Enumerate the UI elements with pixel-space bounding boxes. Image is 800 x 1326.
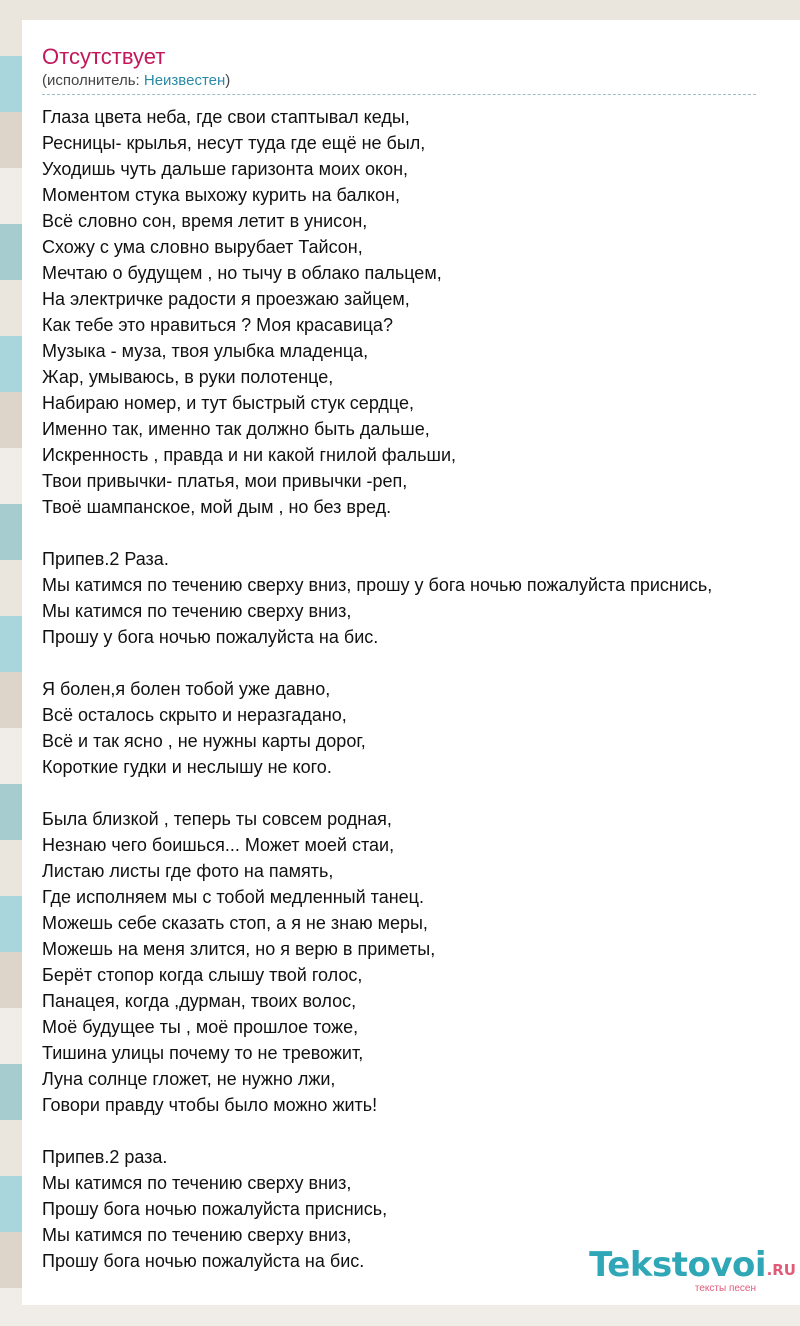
- lyric-line: [42, 650, 712, 676]
- lyric-line: [42, 1118, 712, 1144]
- logo-wordmark: Tekstovoi: [589, 1245, 766, 1285]
- lyric-line: Прошу бога ночью пожалуйста на бис.: [42, 1251, 365, 1271]
- lyric-line: Искренность , правда и ни какой гнилой фальши,: [42, 445, 456, 465]
- lyric-line: Говори правду чтобы было можно жить!: [42, 1095, 378, 1115]
- lyric-line: Панацея, когда ,дурман, твоих волос,: [42, 991, 357, 1011]
- lyric-line: Мы катимся по течению сверху вниз,: [42, 1225, 352, 1245]
- lyric-line: Я болен,я болен тобой уже давно,: [42, 679, 331, 699]
- artist-line: [42, 72, 230, 90]
- lyric-line: Как тебе это нравиться ? Моя красавица?: [42, 315, 393, 335]
- lyric-line: Схожу с ума словно вырубает Тайсон,: [42, 237, 363, 257]
- lyric-line: Короткие гудки и неслышу не кого.: [42, 757, 332, 777]
- artist-prefix: (исполнитель:: [42, 72, 144, 89]
- lyric-line: Прошу бога ночью пожалуйста приснись,: [42, 1199, 388, 1219]
- lyric-line: Мечтаю о будущем , но тычу в облако пальцем,: [42, 263, 442, 283]
- logo-tagline: тексты песен: [694, 1283, 756, 1294]
- lyric-line: Жар, умываюсь, в руки полотенце,: [42, 367, 334, 387]
- lyric-line: Моё будущее ты , моё прошлое тоже,: [42, 1017, 359, 1037]
- title-divider: [42, 94, 756, 95]
- lyric-line: Мы катимся по течению сверху вниз, прошу у бога ночью пожалуйста приснись,: [42, 575, 713, 595]
- lyric-line: Мы катимся по течению сверху вниз,: [42, 1173, 352, 1193]
- lyric-line: Луна солнце гложет, не нужно лжи,: [42, 1069, 336, 1089]
- lyrics-body: [42, 104, 712, 1274]
- artist-suffix: ): [225, 72, 231, 89]
- lyric-line: [42, 520, 712, 546]
- site-logo[interactable]: [560, 1241, 796, 1305]
- lyric-line: Припев.2 раза.: [42, 1147, 168, 1167]
- lyric-line: Была близкой , теперь ты совсем родная,: [42, 809, 392, 829]
- lyric-line: [42, 780, 712, 806]
- lyric-line: Можешь себе сказать стоп, а я не знаю меры,: [42, 913, 428, 933]
- lyric-line: Где исполняем мы с тобой медленный танец.: [42, 887, 424, 907]
- lyric-line: Ресницы- крылья, несут туда где ещё не был,: [42, 133, 426, 153]
- lyric-line: Набираю номер, и тут быстрый стук сердце,: [42, 393, 415, 413]
- logo-domain: .RU: [766, 1261, 796, 1279]
- artist-link[interactable]: Неизвестен: [143, 72, 226, 89]
- lyric-line: Можешь на меня злится, но я верю в приметы,: [42, 939, 436, 959]
- lyric-line: Листаю листы где фото на память,: [42, 861, 334, 881]
- lyric-line: На электричке радости я проезжаю зайцем,: [42, 289, 410, 309]
- lyric-line: Глаза цвета неба, где свои стаптывал кеды,: [42, 107, 410, 127]
- lyric-line: Мы катимся по течению сверху вниз,: [42, 601, 352, 621]
- lyric-line: Уходишь чуть дальше гаризонта моих окон,: [42, 159, 409, 179]
- lyric-line: Всё и так ясно , не нужны карты дорог,: [42, 731, 366, 751]
- lyric-line: Твои привычки- платья, мои привычки -реп,: [42, 471, 408, 491]
- lyrics-card: [22, 20, 800, 1305]
- lyric-line: Берёт стопор когда слышу твой голос,: [42, 965, 363, 985]
- lyric-line: Незнаю чего боишься... Может моей стаи,: [42, 835, 395, 855]
- song-title: Отсутствует: [42, 44, 166, 69]
- lyric-line: Именно так, именно так должно быть дальше,: [42, 419, 430, 439]
- lyric-line: Твоё шампанское, мой дым , но без вред.: [42, 497, 392, 517]
- lyric-line: Тишина улицы почему то не тревожит,: [42, 1043, 364, 1063]
- lyric-line: Музыка - муза, твоя улыбка младенца,: [42, 341, 369, 361]
- lyric-line: Моментом стука выхожу курить на балкон,: [42, 185, 400, 205]
- lyric-line: Всё словно сон, время летит в унисон,: [42, 211, 368, 231]
- lyric-line: Припев.2 Раза.: [42, 549, 169, 569]
- lyric-line: Всё осталось скрыто и неразгадано,: [42, 705, 347, 725]
- lyric-line: Прошу у бога ночью пожалуйста на бис.: [42, 627, 379, 647]
